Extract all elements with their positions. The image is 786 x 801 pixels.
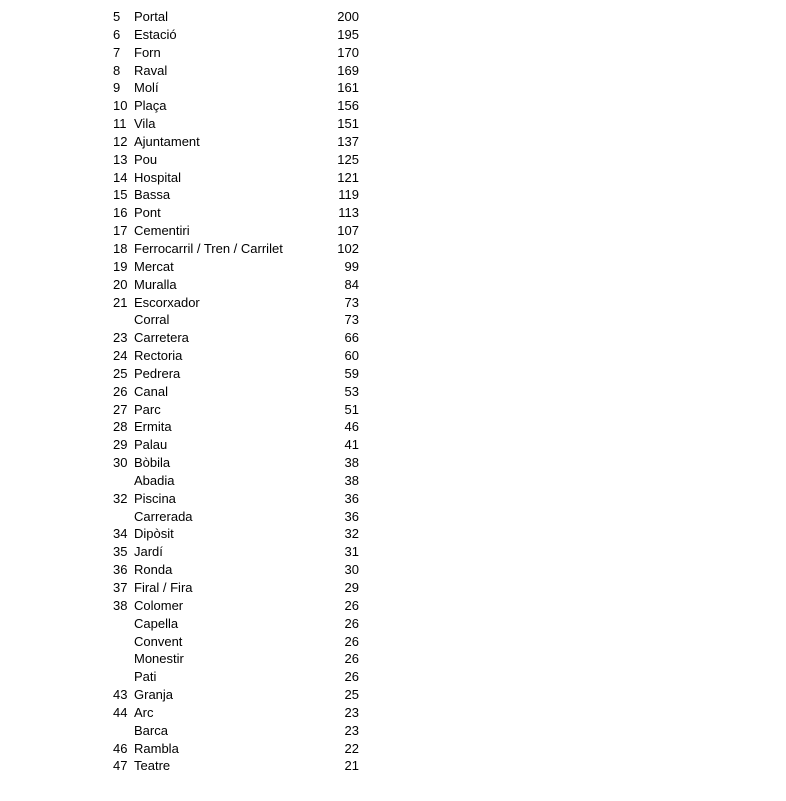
list-row [0, 79, 786, 97]
row-count: 22 [344, 740, 359, 756]
list-row [0, 204, 786, 222]
row-rank: 37 [113, 580, 128, 595]
row-count: 23 [344, 722, 359, 738]
row-name: Firal / Fira [134, 580, 193, 595]
row-count: 36 [344, 508, 359, 524]
list-row [0, 668, 786, 686]
row-rank: 25 [113, 365, 128, 381]
row-rank: 26 [113, 383, 128, 399]
row-name: Pati [134, 669, 157, 685]
list-row [0, 722, 786, 740]
list-row [0, 508, 786, 526]
row-name: Pont [134, 205, 161, 221]
row-count: 73 [344, 294, 359, 310]
row-rank: 13 [113, 151, 128, 167]
list-row [0, 525, 786, 543]
row-rank: 8 [113, 62, 121, 78]
row-count: 21 [344, 758, 359, 774]
list-row [0, 151, 786, 169]
row-rank: 23 [113, 330, 128, 346]
list-row [0, 294, 786, 312]
row-name: Escorxador [134, 294, 200, 310]
list-row [0, 62, 786, 80]
row-count: 29 [344, 580, 359, 595]
row-name: Molí [134, 80, 159, 96]
row-count: 121 [337, 169, 359, 185]
list-row [0, 169, 786, 187]
row-count: 73 [344, 312, 359, 328]
row-count: 31 [344, 544, 359, 560]
row-rank: 9 [113, 80, 121, 96]
row-name: Piscina [134, 490, 176, 506]
row-count: 26 [344, 597, 359, 613]
row-name: Forn [134, 44, 161, 60]
row-count: 36 [344, 490, 359, 506]
row-count: 46 [344, 419, 359, 435]
row-name: Parc [134, 401, 161, 417]
list-row [0, 365, 786, 383]
row-rank: 32 [113, 490, 128, 506]
row-rank: 6 [113, 26, 121, 42]
row-name: Granja [134, 687, 174, 703]
list-row [0, 8, 786, 26]
list-row [0, 633, 786, 651]
row-count: 137 [337, 133, 359, 149]
row-count: 161 [337, 80, 359, 96]
list-row [0, 311, 786, 329]
list-row [0, 615, 786, 633]
row-name: Hospital [134, 169, 181, 185]
row-count: 200 [337, 9, 359, 24]
row-count: 84 [344, 276, 359, 292]
row-count: 51 [344, 401, 359, 417]
list-row [0, 579, 786, 597]
list-row [0, 347, 786, 365]
list-row [0, 133, 786, 151]
row-count: 38 [344, 455, 359, 471]
row-name: Ermita [134, 419, 172, 435]
row-name: Cementiri [134, 223, 190, 239]
row-name: Carretera [134, 330, 189, 346]
row-name: Barca [134, 722, 168, 738]
row-count: 113 [338, 205, 359, 221]
list-row [0, 543, 786, 561]
row-count: 38 [344, 472, 359, 488]
row-count: 156 [337, 98, 359, 114]
row-rank: 34 [113, 526, 128, 542]
list-row [0, 436, 786, 454]
list-row [0, 258, 786, 276]
row-rank: 14 [113, 169, 128, 185]
row-count: 59 [344, 365, 359, 381]
row-count: 41 [344, 437, 359, 453]
list-row [0, 401, 786, 419]
row-count: 119 [338, 187, 359, 203]
list-row [0, 561, 786, 579]
row-count: 60 [344, 348, 359, 364]
row-name: Convent [134, 633, 183, 649]
list-row [0, 740, 786, 758]
list-row [0, 757, 786, 775]
row-count: 125 [337, 151, 359, 167]
row-rank: 38 [113, 597, 128, 613]
row-count: 53 [344, 383, 359, 399]
row-name: Bòbila [134, 455, 171, 471]
list-row [0, 26, 786, 44]
list-row [0, 186, 786, 204]
row-rank: 36 [113, 562, 128, 578]
row-rank: 5 [113, 9, 121, 24]
list-row [0, 490, 786, 508]
row-rank: 30 [113, 455, 128, 471]
row-rank: 11 [113, 116, 127, 132]
row-rank: 12 [113, 133, 128, 149]
row-name: Jardí [134, 544, 163, 560]
row-name: Carrerada [134, 508, 193, 524]
list-row [0, 329, 786, 347]
row-name: Arc [134, 704, 154, 720]
row-count: 32 [344, 526, 359, 542]
row-name: Ajuntament [134, 133, 200, 149]
row-rank: 17 [113, 223, 128, 239]
row-rank: 21 [113, 294, 128, 310]
row-count: 99 [344, 258, 359, 274]
row-count: 170 [337, 44, 359, 60]
row-rank: 46 [113, 740, 128, 756]
list-row [0, 704, 786, 722]
row-name: Dipòsit [134, 526, 174, 542]
row-rank: 19 [113, 258, 128, 274]
row-name: Muralla [134, 276, 177, 292]
row-rank: 29 [113, 437, 128, 453]
list-row [0, 97, 786, 115]
row-rank: 35 [113, 544, 128, 560]
row-rank: 43 [113, 687, 128, 703]
row-name: Vila [134, 116, 156, 132]
row-count: 25 [344, 687, 359, 703]
row-rank: 15 [113, 187, 128, 203]
row-name: Ferrocarril / Tren / Carrilet [134, 240, 283, 256]
ranking-list [0, 8, 786, 775]
row-name: Rambla [134, 740, 179, 756]
row-name: Palau [134, 437, 168, 453]
row-name: Abadia [134, 472, 175, 488]
list-row [0, 240, 786, 258]
row-name: Pou [134, 151, 158, 167]
list-row [0, 597, 786, 615]
row-name: Canal [134, 383, 168, 399]
row-rank: 16 [113, 205, 128, 221]
row-count: 30 [344, 562, 359, 578]
list-row [0, 650, 786, 668]
row-name: Rectoria [134, 348, 183, 364]
list-row [0, 472, 786, 490]
row-rank: 27 [113, 401, 128, 417]
row-count: 26 [344, 633, 359, 649]
row-count: 23 [344, 704, 359, 720]
row-name: Ronda [134, 562, 173, 578]
row-name: Raval [134, 62, 168, 78]
row-name: Colomer [134, 597, 184, 613]
list-row [0, 686, 786, 704]
list-row [0, 418, 786, 436]
list-row [0, 44, 786, 62]
row-name: Capella [134, 615, 179, 631]
row-name: Plaça [134, 98, 167, 114]
list-row [0, 454, 786, 472]
row-name: Pedrera [134, 365, 181, 381]
row-count: 26 [344, 615, 359, 631]
row-count: 169 [337, 62, 359, 78]
row-name: Corral [134, 312, 170, 328]
row-rank: 24 [113, 348, 128, 364]
row-name: Estació [134, 26, 177, 42]
row-name: Portal [134, 9, 168, 24]
row-count: 66 [344, 330, 359, 346]
list-row [0, 115, 786, 133]
row-rank: 7 [113, 44, 121, 60]
row-rank: 10 [113, 98, 128, 114]
row-rank: 20 [113, 276, 128, 292]
row-rank: 47 [113, 758, 128, 774]
row-name: Teatre [134, 758, 171, 774]
row-rank: 28 [113, 419, 128, 435]
row-count: 195 [337, 26, 359, 42]
row-count: 26 [344, 651, 359, 667]
row-count: 102 [337, 240, 359, 256]
row-name: Bassa [134, 187, 171, 203]
row-count: 26 [344, 669, 359, 685]
list-row [0, 222, 786, 240]
row-rank: 44 [113, 704, 128, 720]
list-row [0, 383, 786, 401]
row-name: Mercat [134, 258, 174, 274]
list-row [0, 276, 786, 294]
row-name: Monestir [134, 651, 184, 667]
row-count: 107 [337, 223, 359, 239]
row-count: 151 [337, 116, 359, 132]
row-rank: 18 [113, 240, 128, 256]
